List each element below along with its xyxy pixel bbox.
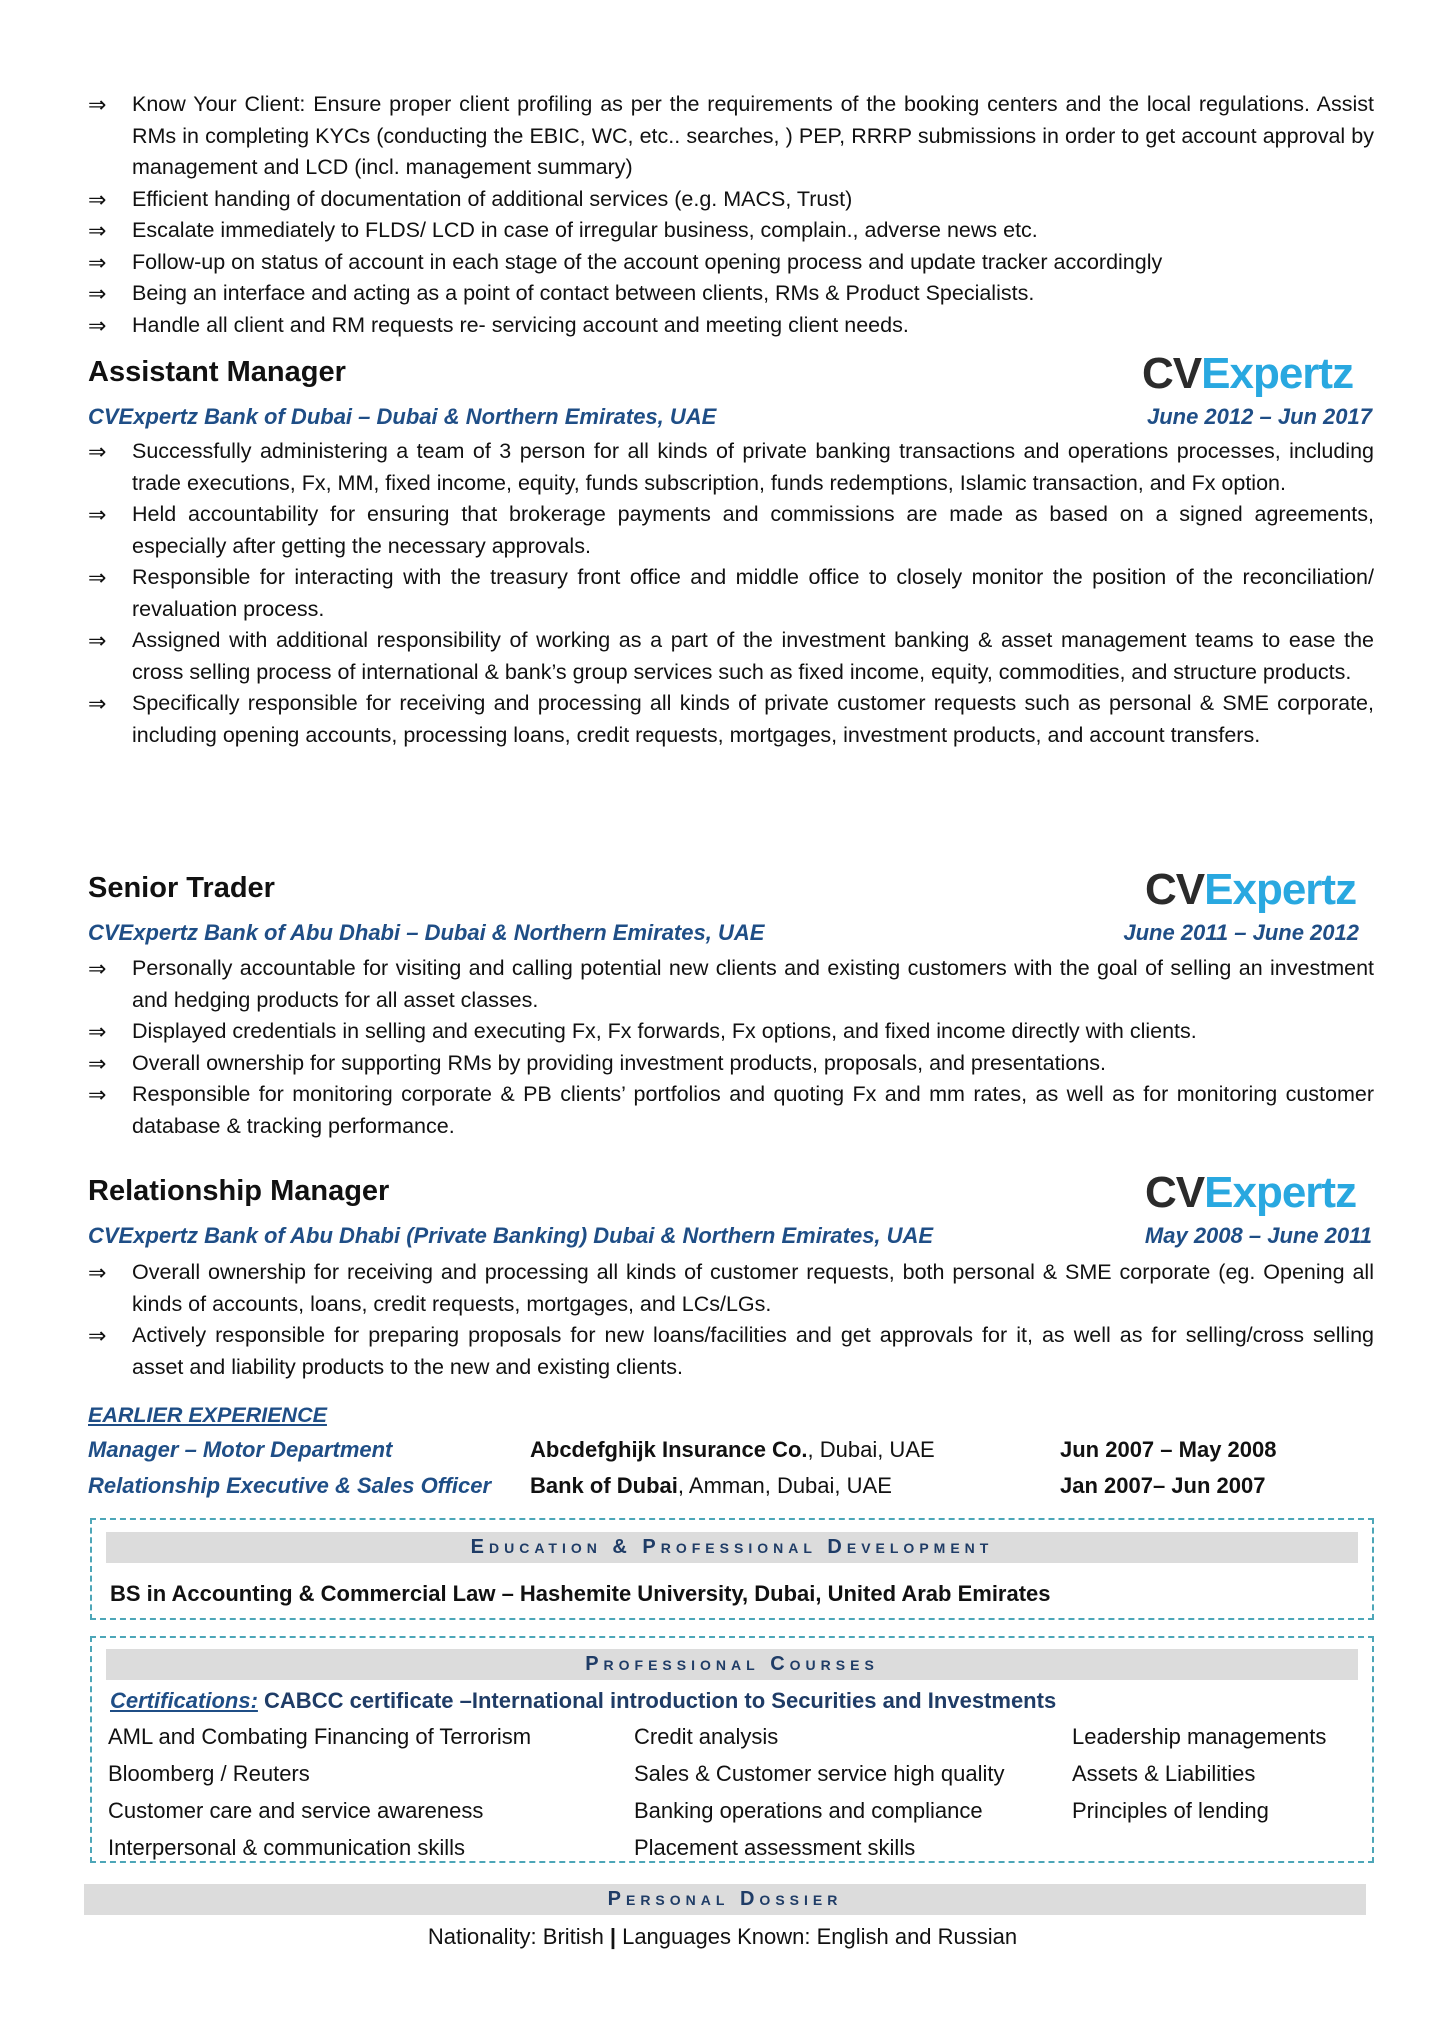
earlier-period: Jun 2007 – May 2008 bbox=[1060, 1437, 1277, 1462]
list-item: ⇒ Specifically responsible for receiving and processing all kinds of private customer requests such as personal & SME corporate, including opening accounts, processing loans, credit requests, mortgages, investment products, and account transfers. bbox=[88, 688, 1374, 751]
course-item: Credit analysis bbox=[634, 1724, 779, 1749]
list-item: ⇒ Handle all client and RM requests re- servicing account and meeting client needs. bbox=[88, 310, 1374, 342]
earlier-employer: Bank of Dubai, Amman, Dubai, UAE bbox=[530, 1473, 892, 1498]
course-item: Leadership managements bbox=[1072, 1724, 1327, 1749]
earlier-role: Manager – Motor Department bbox=[88, 1437, 393, 1462]
job-title: Relationship Manager bbox=[88, 1175, 390, 1207]
job-title: Senior Trader bbox=[88, 872, 275, 904]
earlier-period: Jan 2007– Jun 2007 bbox=[1060, 1473, 1266, 1498]
job-dates: June 2012 – Jun 2017 bbox=[1146, 404, 1372, 429]
arrow-icon: ⇒ bbox=[88, 1019, 107, 1044]
top-bullet-list bbox=[88, 89, 1374, 341]
list-item: ⇒ Overall ownership for supporting RMs by providing investment products, proposals, and presentations. bbox=[88, 1048, 1374, 1080]
arrow-icon: ⇒ bbox=[88, 312, 107, 338]
list-item: ⇒ Responsible for monitoring corporate & PB clients’ portfolios and quoting Fx and mm rates, as well as for monitoring customer database & tracking performance. bbox=[88, 1079, 1374, 1142]
arrow-icon: ⇒ bbox=[88, 92, 107, 117]
course-item: Placement assessment skills bbox=[634, 1835, 916, 1860]
courses-heading: Professional Courses bbox=[106, 1649, 1358, 1680]
education-heading: Education & Professional Development bbox=[106, 1532, 1358, 1563]
dossier-details: Nationality: British | Languages Known: English and Russian bbox=[427, 1924, 1018, 1949]
earlier-experience-row bbox=[88, 1437, 1388, 1469]
course-item: Banking operations and compliance bbox=[634, 1798, 983, 1823]
company-name: CVExpertz Bank of Abu Dhabi (Private Banking) Dubai & Northern Emirates, UAE bbox=[88, 1223, 934, 1248]
course-item: Customer care and service awareness bbox=[108, 1798, 484, 1823]
list-item: ⇒ Escalate immediately to FLDS/ LCD in case of irregular business, complain., adverse news etc. bbox=[88, 215, 1374, 247]
job-bullet-list bbox=[88, 436, 1374, 751]
list-item: ⇒ Personally accountable for visiting and calling potential new clients and existing customers with the goal of selling an investment and hedging products for all asset classes. bbox=[88, 953, 1374, 1016]
course-item: Interpersonal & communication skills bbox=[108, 1835, 466, 1860]
earlier-experience-row bbox=[88, 1473, 1388, 1505]
arrow-icon: ⇒ bbox=[88, 439, 107, 464]
company-name: CVExpertz Bank of Abu Dhabi – Dubai & Northern Emirates, UAE bbox=[88, 920, 765, 945]
arrow-icon: ⇒ bbox=[88, 1323, 107, 1348]
cvexpertz-logo: CVExpertz bbox=[1145, 865, 1357, 914]
list-item: ⇒ Overall ownership for receiving and processing all kinds of customer requests, both personal & SME corporate (eg. Opening all kinds of accounts, loans, credit requests, mortgages, and LCs/LGs. bbox=[88, 1257, 1374, 1320]
job-bullet-list bbox=[88, 953, 1374, 1142]
certifications-line: Certifications: CABCC certificate –International introduction to Securities and Investments bbox=[110, 1688, 1057, 1713]
education-degree: BS in Accounting & Commercial Law – Hashemite University, Dubai, United Arab Emirates bbox=[110, 1581, 1051, 1606]
arrow-icon: ⇒ bbox=[88, 691, 107, 716]
course-item: Bloomberg / Reuters bbox=[108, 1761, 310, 1786]
arrow-icon: ⇒ bbox=[88, 1260, 107, 1285]
earlier-employer: Abcdefghijk Insurance Co., Dubai, UAE bbox=[530, 1437, 935, 1462]
course-item: AML and Combating Financing of Terrorism bbox=[108, 1724, 532, 1749]
job-dates: June 2011 – June 2012 bbox=[1123, 920, 1359, 945]
list-item: ⇒ Held accountability for ensuring that brokerage payments and commissions are made as based on a signed agreements, especially after getting the necessary approvals. bbox=[88, 499, 1374, 562]
list-item: ⇒ Displayed credentials in selling and executing Fx, Fx forwards, Fx options, and fixed income directly with clients. bbox=[88, 1016, 1374, 1048]
cvexpertz-logo: CVExpertz bbox=[1145, 1168, 1357, 1217]
arrow-icon: ⇒ bbox=[88, 956, 107, 981]
list-item: ⇒ Successfully administering a team of 3 person for all kinds of private banking transactions and operations processes, including trade executions, Fx, MM, fixed income, equity, funds subscription, funds redemptions, Islamic transaction, and Fx option. bbox=[88, 436, 1374, 499]
arrow-icon: ⇒ bbox=[88, 628, 107, 653]
list-item: ⇒ Being an interface and acting as a point of contact between clients, RMs & Product Specialists. bbox=[88, 278, 1374, 310]
dossier-heading: Personal Dossier bbox=[84, 1884, 1366, 1915]
list-item: ⇒ Actively responsible for preparing proposals for new loans/facilities and get approvals for it, as well as for selling/cross selling asset and liability products to the new and existing clients. bbox=[88, 1320, 1374, 1383]
list-item: ⇒ Responsible for interacting with the treasury front office and middle office to closely monitor the position of the reconciliation/ revaluation process. bbox=[88, 562, 1374, 625]
earlier-role: Relationship Executive & Sales Officer bbox=[88, 1473, 492, 1498]
arrow-icon: ⇒ bbox=[88, 281, 107, 306]
company-name: CVExpertz Bank of Dubai – Dubai & Northern Emirates, UAE bbox=[88, 404, 717, 429]
list-item: ⇒ Follow-up on status of account in each stage of the account opening process and update tracker accordingly bbox=[88, 247, 1374, 279]
job-bullet-list bbox=[88, 1257, 1374, 1383]
arrow-icon: ⇒ bbox=[88, 218, 107, 243]
list-item: ⇒ Efficient handing of documentation of additional services (e.g. MACS, Trust) bbox=[88, 184, 1374, 216]
course-item: Sales & Customer service high quality bbox=[634, 1761, 1005, 1786]
earlier-experience-heading: EARLIER EXPERIENCE bbox=[88, 1403, 327, 1427]
arrow-icon: ⇒ bbox=[88, 249, 107, 275]
arrow-icon: ⇒ bbox=[88, 1082, 107, 1107]
course-item: Principles of lending bbox=[1072, 1798, 1269, 1823]
job-title: Assistant Manager bbox=[88, 356, 346, 388]
arrow-icon: ⇒ bbox=[88, 502, 107, 527]
arrow-icon: ⇒ bbox=[88, 1050, 107, 1076]
list-item: ⇒ Assigned with additional responsibility of working as a part of the investment banking & asset management teams to ease the cross selling process of international & bank’s group services such as fixed income, equity, commodities, and structure products. bbox=[88, 625, 1374, 688]
arrow-icon: ⇒ bbox=[88, 565, 107, 590]
list-item: ⇒ Know Your Client: Ensure proper client profiling as per the requirements of the booking centers and the local regulations. Assist RMs in completing KYCs (conducting the EBIC, WC, etc.. searches, ) PEP, RRRP submissions in order to get account approval by management and LCD (incl. management summary) bbox=[88, 89, 1374, 184]
course-item: Assets & Liabilities bbox=[1072, 1761, 1256, 1786]
job-dates: May 2008 – June 2011 bbox=[1144, 1223, 1372, 1248]
cvexpertz-logo: CVExpertz bbox=[1142, 349, 1354, 398]
arrow-icon: ⇒ bbox=[88, 186, 107, 212]
